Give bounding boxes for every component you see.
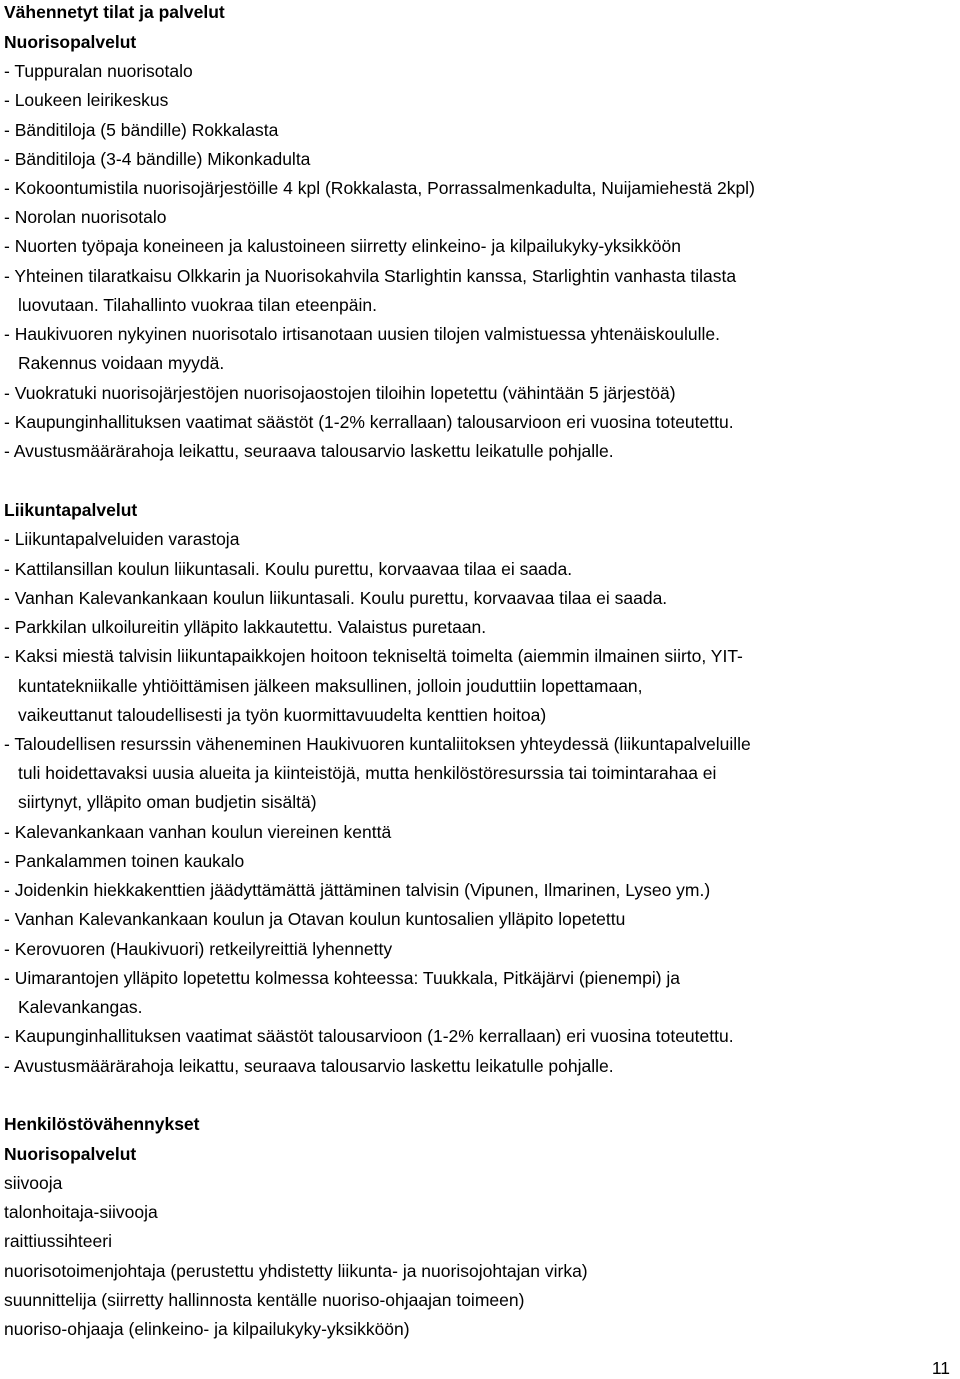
list-item-continuation: tuli hoidettavaksi uusia alueita ja kiinteistöjä, mutta henkilöstöresurssia tai toimintarahaa ei <box>18 763 717 783</box>
list-item: - Tuppuralan nuorisotalo <box>4 61 193 81</box>
list-item: - Uimarantojen ylläpito lopetettu kolmessa kohteessa: Tuukkala, Pitkäjärvi (pienempi) ja <box>4 968 681 988</box>
list-item: - Kokoontumistila nuorisojärjestöille 4 kpl (Rokkalasta, Porrassalmenkadulta, Nuijamiehestä 2kpl) <box>4 178 755 198</box>
list-item: - Loukeen leirikeskus <box>4 90 169 110</box>
subheading-sports-services: Liikuntapalvelut <box>4 500 138 520</box>
list-item-continuation: luovutaan. Tilahallinto vuokraa tilan eteenpäin. <box>18 295 377 315</box>
list-item: - Kalevankankaan vanhan koulun viereinen kenttä <box>4 822 392 842</box>
subheading-youth-services: Nuorisopalvelut <box>4 32 137 52</box>
list-item-continuation: Rakennus voidaan myydä. <box>18 353 225 373</box>
list-item: - Haukivuoren nykyinen nuorisotalo irtisanotaan uusien tilojen valmistuessa yhtenäiskoululle. <box>4 324 720 344</box>
list-item: - Kerovuoren (Haukivuori) retkeilyreittiä lyhennetty <box>4 939 393 959</box>
section-heading-reduced-facilities: Vähennetyt tilat ja palvelut <box>4 2 225 22</box>
list-item: - Pankalammen toinen kaukalo <box>4 851 245 871</box>
list-item: - Parkkilan ulkoilureitin ylläpito lakkautettu. Valaistus puretaan. <box>4 617 487 637</box>
list-item: - Liikuntapalveluiden varastoja <box>4 529 240 549</box>
list-item: - Kaupunginhallituksen vaatimat säästöt talousarvioon (1-2% kerrallaan) eri vuosina toteutettu. <box>4 1026 734 1046</box>
section-heading-staff-reductions: Henkilöstövähennykset <box>4 1114 200 1134</box>
page-number: 11 <box>931 1358 950 1378</box>
list-item: suunnittelija (siirretty hallinnosta kentälle nuoriso-ohjaajan toimeen) <box>4 1290 525 1310</box>
list-item-continuation: kuntatekniikalle yhtiöittämisen jälkeen maksullinen, jolloin jouduttiin lopettamaan, <box>18 676 643 696</box>
list-item: - Vanhan Kalevankankaan koulun ja Otavan koulun kuntosalien ylläpito lopetettu <box>4 909 626 929</box>
list-item: - Joidenkin hiekkakenttien jäädyttämättä jättäminen talvisin (Vipunen, Ilmarinen, Lyseo ym.) <box>4 880 711 900</box>
list-item-continuation: siirtynyt, ylläpito oman budjetin sisältä) <box>18 792 317 812</box>
list-item: - Nuorten työpaja koneineen ja kalustoineen siirretty elinkeino- ja kilpailukyky-yksikköön <box>4 236 682 256</box>
list-item: - Avustusmäärärahoja leikattu, seuraava talousarvio laskettu leikatulle pohjalle. <box>4 1056 614 1076</box>
list-item: - Taloudellisen resurssin väheneminen Haukivuoren kuntaliitoksen yhteydessä (liikuntapalveluille <box>4 734 751 754</box>
list-item: nuoriso-ohjaaja (elinkeino- ja kilpailukyky-yksikköön) <box>4 1319 410 1339</box>
list-item: talonhoitaja-siivooja <box>4 1202 158 1222</box>
list-item: - Vuokratuki nuorisojärjestöjen nuorisojaostojen tiloihin lopetettu (vähintään 5 järjestöä) <box>4 383 676 403</box>
list-item: - Kaupunginhallituksen vaatimat säästöt (1-2% kerrallaan) talousarvioon eri vuosina toteutettu. <box>4 412 734 432</box>
list-item: - Kaksi miestä talvisin liikuntapaikkojen hoitoon tekniseltä toimelta (aiemmin ilmainen siirto, YIT- <box>4 646 743 666</box>
list-item: nuorisotoimenjohtaja (perustettu yhdistetty liikunta- ja nuorisojohtajan virka) <box>4 1261 588 1281</box>
list-item-continuation: vaikeuttanut taloudellisesti ja työn kuormittavuudelta kenttien hoitoa) <box>18 705 547 725</box>
list-item: - Kattilansillan koulun liikuntasali. Koulu purettu, korvaavaa tilaa ei saada. <box>4 559 573 579</box>
list-item: - Yhteinen tilaratkaisu Olkkarin ja Nuorisokahvila Starlightin kanssa, Starlightin vanhasta tilasta <box>4 266 737 286</box>
list-item: - Vanhan Kalevankankaan koulun liikuntasali. Koulu purettu, korvaavaa tilaa ei saada. <box>4 588 668 608</box>
list-item: - Avustusmäärärahoja leikattu, seuraava talousarvio laskettu leikatulle pohjalle. <box>4 441 614 461</box>
list-item: - Norolan nuorisotalo <box>4 207 167 227</box>
list-item-continuation: Kalevankangas. <box>18 997 143 1017</box>
subheading-youth-services-staff: Nuorisopalvelut <box>4 1144 137 1164</box>
list-item: - Bänditiloja (3-4 bändille) Mikonkadulta <box>4 149 311 169</box>
list-item: raittiussihteeri <box>4 1231 112 1251</box>
list-item: - Bänditiloja (5 bändille) Rokkalasta <box>4 120 279 140</box>
list-item: siivooja <box>4 1173 63 1193</box>
